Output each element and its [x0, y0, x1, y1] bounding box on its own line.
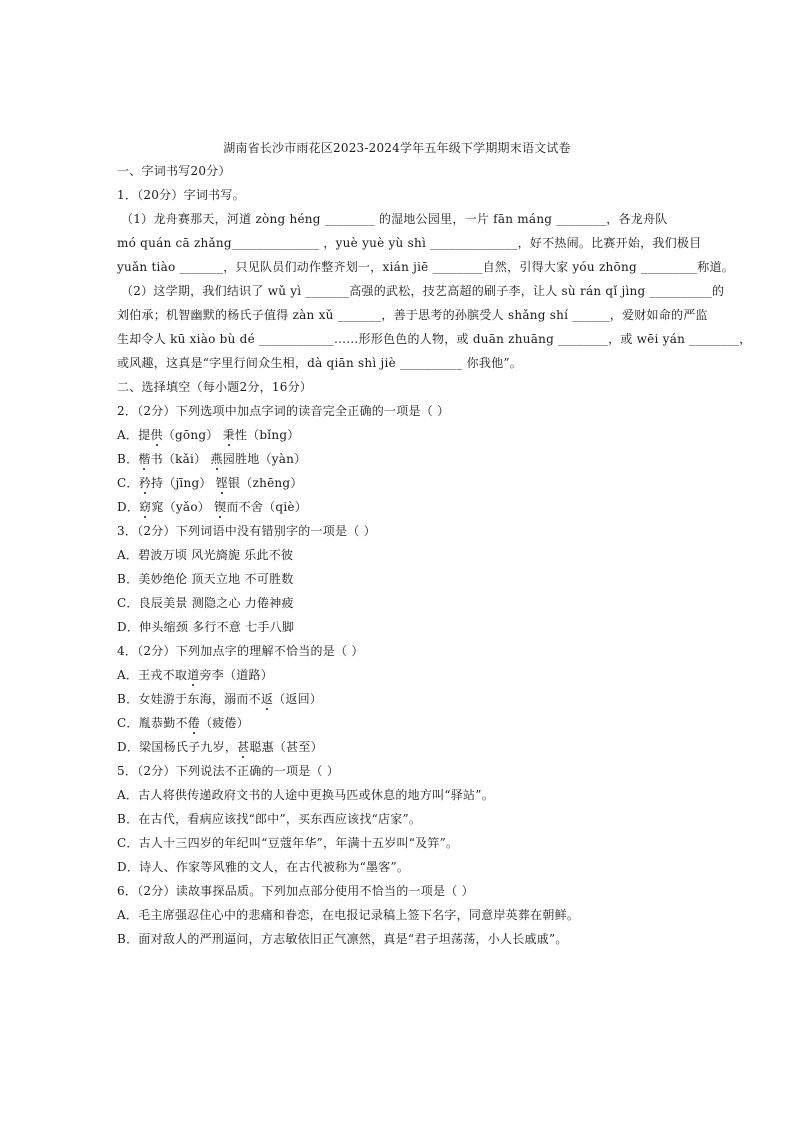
- dotted-char: 矜: [138, 476, 151, 490]
- dotted-char: 供: [150, 428, 163, 442]
- q2-option-d: D．窈窕（yǎo） 锲而不舍（qiè）: [117, 500, 308, 514]
- q2-option-c: C．矜持（jīng） 铿银（zhēng）: [117, 476, 303, 490]
- q4-option-b: B．女娃游于东海，溺而不返（返回）: [117, 692, 323, 706]
- option-letter: A．: [117, 668, 139, 682]
- question-3-stem: 3．（2分）下列词语中没有错别字的一项是（ ）: [117, 524, 376, 538]
- option-letter: D．: [117, 740, 140, 754]
- question-4-stem: 4．（2分）下列加点字的理解不恰当的是（ ）: [117, 644, 364, 658]
- option-letter: C．: [117, 716, 139, 730]
- q3-option-a: A．碧波万顷 风光旖旎 乐此不彼: [117, 548, 294, 562]
- question-6-stem: 6．（2分）读故事探品质。下列加点部分使用不恰当的一项是（ ）: [117, 884, 474, 898]
- q5-option-d: D．诗人、作家等风雅的文人，在古代被称为“墨客”。: [117, 860, 410, 874]
- q4-option-c: C．胤恭勤不倦（疲倦）: [117, 716, 249, 730]
- q3-option-d: D．伸头缩颈 多行不意 七手八脚: [117, 620, 295, 634]
- section-1-heading: 一、字词书写20分）: [117, 164, 231, 178]
- q1-part1-line1: （1）龙舟赛那天，河道 zòng héng ________ 的湿地公园里，一片 fān máng ________，各龙舟队: [121, 212, 668, 226]
- dotted-char: 铿: [215, 476, 229, 490]
- dotted-char: 楷: [138, 452, 151, 466]
- question-5-stem: 5．（2分）下列说法不正确的一项是（ ）: [117, 764, 340, 778]
- q3-option-c: C．良辰美景 测隐之心 力倦神疲: [117, 596, 294, 610]
- exam-title: 湖南省长沙市雨花区2023-2024学年五年级下学期期末语文试卷: [223, 141, 571, 155]
- option-letter: D．: [117, 500, 140, 514]
- q1-part2-line1: （2）这学期，我们结识了 wǔ yì _______高强的武松，技艺高超的刷子李，让人 sù rán qǐ jìng __________的: [121, 284, 725, 298]
- q5-option-c: C．古人十三四岁的年纪叫“豆蔻年华”，年满十五岁叫“及笄”。: [117, 836, 459, 850]
- q4-option-a: A．王戎不取道旁李（道路）: [117, 668, 273, 682]
- q5-option-b: B．在古代，看病应该找“郎中”，买东西应该找“店家”。: [117, 812, 422, 826]
- q1-part2-line4: 或风趣，这真是“字里行间众生相，dà qiān shì jiè __________ 你我他”。: [117, 356, 522, 370]
- q3-option-b: B．美妙绝伦 顶天立地 不可胜数: [117, 572, 294, 586]
- dotted-char: 窈: [139, 500, 152, 514]
- q4-option-d: D．梁国杨氏子九岁，甚聪惠（甚至）: [117, 740, 323, 754]
- dotted-char: 倦: [187, 716, 200, 730]
- option-letter: B．: [117, 692, 139, 706]
- q1-part2-line3: 生却令人 kū xiào bù dé ____________……形形色色的人物，或 duān zhuāng ________，或 wēi yán ________，: [117, 332, 752, 346]
- option-letter: C．: [117, 476, 139, 490]
- dotted-char: 道: [187, 668, 200, 682]
- q2-option-a: A．提供（gōng） 秉性（bǐng）: [117, 428, 300, 442]
- q6-option-b: B．面对敌人的严刑逼问，方志敏依旧正气凛然，真是“君子坦荡荡，小人长戚戚”。: [117, 932, 568, 946]
- q2-option-b: B．楷书（kǎi） 燕园胜地（yàn）: [117, 452, 307, 466]
- option-letter: B．: [117, 452, 139, 466]
- dotted-char: 燕: [210, 452, 223, 466]
- q1-part1-line3: yuǎn tiào _______，只见队员们动作整齐划一，xián jiē ________自然，引得大家 yóu zhōng _________称道。: [117, 260, 734, 274]
- q1-part1-line2: mó quán cā zhǎng______________ ，yuè yuè yù shì ______________，好不热闹。比赛开始，我们极目: [117, 236, 702, 250]
- q6-option-a: A．毛主席强忍住心中的悲痛和眷恋，在电报记录稿上签下名字，同意岸英葬在朝鲜。: [117, 908, 580, 922]
- q5-option-a: A．古人将供传递政府文书的人途中更换马匹或休息的地方叫“驿站”。: [117, 788, 494, 802]
- section-2-heading: 二、选择填空（每小题2分，16分）: [117, 380, 313, 394]
- dotted-char: 秉: [222, 428, 235, 442]
- q1-part2-line2: 刘伯承；机智幽默的杨氏子值得 zàn xǔ _______，善于思考的孙膑受人 shǎng shí ______，爱财如命的严监: [117, 308, 708, 322]
- dotted-char: 甚: [237, 740, 250, 754]
- question-2-stem: 2．（2分）下列选项中加点字词的读音完全正确的一项是（ ）: [117, 404, 450, 418]
- dotted-char: 返: [260, 692, 274, 706]
- question-1-stem: 1．（20分）字词书写。: [117, 188, 245, 202]
- option-letter: A．: [117, 428, 139, 442]
- dotted-char: 锲: [214, 500, 227, 514]
